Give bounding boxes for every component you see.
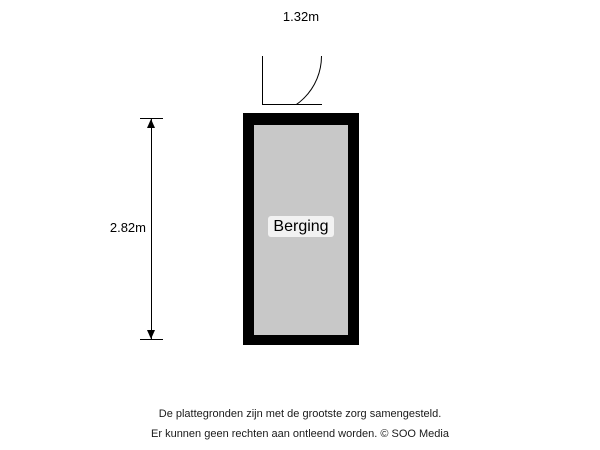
height-dimension	[109, 118, 194, 340]
height-dimension-arrow-top	[147, 119, 155, 128]
width-dimension-label: 1.32m	[246, 8, 356, 27]
height-dimension-line	[151, 118, 152, 340]
room-label	[243, 217, 359, 237]
disclaimer-line-1: De plattegronden zijn met de grootste zorg samengesteld.	[158, 408, 442, 420]
height-dimension-label: 2.82m	[26, 219, 146, 237]
height-dimension-arrow-bottom	[147, 330, 155, 339]
door-swing-icon	[262, 56, 328, 116]
room-label-text: Berging	[268, 216, 333, 237]
room-berging	[243, 113, 359, 345]
disclaimer-line-2: Er kunnen geen rechten aan ontleend worden. © SOO Media	[151, 428, 449, 440]
disclaimer	[0, 404, 600, 444]
width-dimension	[246, 8, 356, 36]
